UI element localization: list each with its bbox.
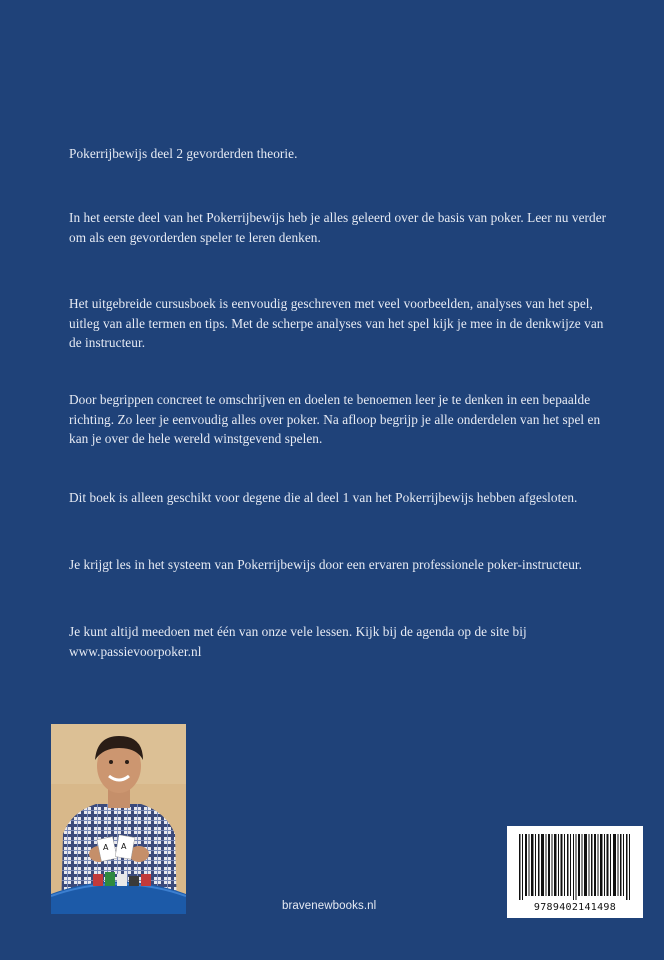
lessons-paragraph xyxy=(69,622,614,661)
publisher-url[interactable]: bravenewbooks.nl xyxy=(282,900,377,912)
author-photo-illustration xyxy=(51,724,186,914)
lessons-text: Je kunt altijd meedoen met één van onze vele lessen. Kijk bij de agenda op de site bij xyxy=(69,624,527,639)
learning-paragraph: Door begrippen concreet te omschrijven en doelen te benoemen leer je te denken in een bepaalde richting. Zo leer je eenvoudig alles over poker. Na afloop begrijp je alle onderdelen van het spel en kan je over de hele wereld winstgevend spelen. xyxy=(69,392,601,446)
isbn-digits: 9789402141498 xyxy=(533,902,617,913)
isbn-barcode xyxy=(507,826,643,918)
requirement-paragraph: Dit boek is alleen geschikt voor degene die al deel 1 van het Pokerrijbewijs hebben afgesloten. xyxy=(69,490,578,505)
subtitle-paragraph: Pokerrijbewijs deel 2 gevorderden theorie. xyxy=(69,146,298,161)
course-book-paragraph: Het uitgebreide cursusboek is eenvoudig geschreven met veel voorbeelden, analyses van het spel, uitleg van alle termen en tips. Met de scherpe analyses van het spel kijk je mee in de denkwijze van de instructeur. xyxy=(69,296,604,350)
svg-text:A: A xyxy=(103,843,109,852)
author-photo xyxy=(51,724,186,914)
instructor-paragraph: Je krijgt les in het systeem van Pokerrijbewijs door een ervaren professionele poker-instructeur. xyxy=(69,557,583,572)
intro-paragraph: In het eerste deel van het Pokerrijbewijs heb je alles geleerd over de basis van poker. Leer nu verder om als een gevorderden speler te leren denken. xyxy=(69,210,607,245)
svg-text:A: A xyxy=(121,842,127,851)
website-link[interactable]: www.passievoorpoker.nl xyxy=(69,643,202,659)
